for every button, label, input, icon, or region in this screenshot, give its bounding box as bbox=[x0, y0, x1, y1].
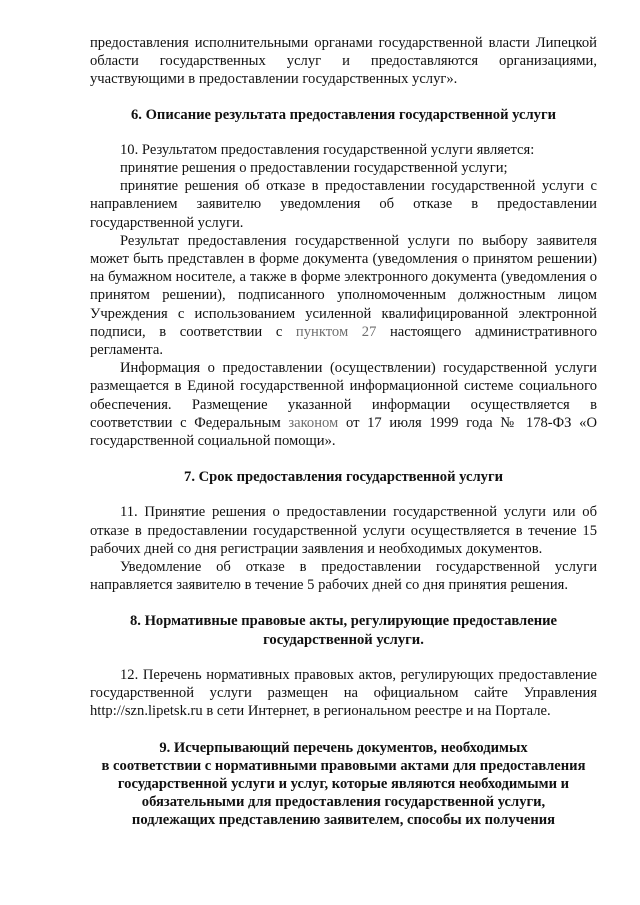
section-6-paragraph-4-text-a: Результат предоставления государственной услуги по выбору заявителя может быть представлен в форме документа (уведомления о принятом решении) на бумажном носителе, а также в форме электронного документа (уведомления о принятом решении), подписанного уполномоченным должностным лицом Учреждения с использованием усиленной квалифицированной электронной подписи, в соответствии с bbox=[90, 232, 597, 340]
section-6-paragraph-5 bbox=[90, 359, 597, 450]
intro-paragraph: предоставления исполнительными органами государственной власти Липецкой области государственных услуг и предоставляются организациями, участвующими в предоставлении государственных услуг». bbox=[90, 35, 597, 88]
section-6-paragraph-3: принятие решения об отказе в предоставлении государственной услуги с направлением заявителю уведомления об отказе в предоставлении государственной услуги. bbox=[90, 178, 597, 231]
link-federal-law[interactable]: законом bbox=[288, 414, 339, 431]
section-9-heading-line-2: в соответствии с нормативными правовыми актами для предоставления bbox=[101, 757, 586, 774]
section-6-paragraph-5-text-a: Информация о предоставлении (осуществлении) государственной услуги размещается в Единой государственной информационной системе социального обеспечения. Размещение указанной информации осуществляется в соответствии с Федеральным bbox=[90, 360, 597, 431]
section-7-paragraph-1: 11. Принятие решения о предоставлении государственной услуги или об отказе в предоставлении государственной услуги осуществляется в течение 15 рабочих дней со дня регистрации заявления и необходимых документов. bbox=[90, 504, 597, 557]
section-7-heading: 7. Срок предоставления государственной услуги bbox=[184, 469, 503, 486]
section-9-heading bbox=[90, 739, 597, 830]
section-9-heading-line-3: государственной услуги и услуг, которые являются необходимыми и bbox=[117, 775, 570, 792]
section-9-heading-line-1: 9. Исчерпывающий перечень документов, необходимых bbox=[159, 739, 528, 756]
section-9-heading-line-5: подлежащих представлению заявителем, способы их получения bbox=[131, 812, 556, 829]
section-6-paragraph-4-text-b: настоящего административного регламента. bbox=[90, 323, 597, 359]
section-6-heading: 6. Описание результата предоставления государственной услуги bbox=[130, 106, 556, 123]
section-6-paragraph-5-text-b: от 17 июля 1999 года № 178-ФЗ «О государственной социальной помощи». bbox=[90, 414, 597, 450]
link-point-27[interactable]: пунктом 27 bbox=[295, 323, 377, 340]
section-8-heading bbox=[90, 612, 597, 648]
document-page bbox=[90, 34, 597, 830]
section-8-heading-line-1: 8. Нормативные правовые акты, регулирующие предоставление bbox=[129, 613, 558, 630]
section-6-paragraph-1: 10. Результатом предоставления государственной услуги является: bbox=[120, 141, 535, 158]
section-9-heading-line-4: обязательными для предоставления государственной услуги, bbox=[141, 794, 546, 811]
section-7-paragraph-2: Уведомление об отказе в предоставлении государственной услуги направляется заявителю в течение 5 рабочих дней со дня принятия решения. bbox=[90, 559, 597, 594]
section-8-heading-line-2: государственной услуги. bbox=[263, 631, 424, 648]
section-6-paragraph-2: принятие решения о предоставлении государственной услуги; bbox=[120, 160, 508, 177]
section-6-paragraph-4 bbox=[90, 232, 597, 359]
section-8-paragraph-1: 12. Перечень нормативных правовых актов, регулирующих предоставление государственной услуги размещен на официальном сайте Управления http://szn.lipetsk.ru в сети Интернет, в региональном реестре и на Портале. bbox=[90, 666, 597, 720]
